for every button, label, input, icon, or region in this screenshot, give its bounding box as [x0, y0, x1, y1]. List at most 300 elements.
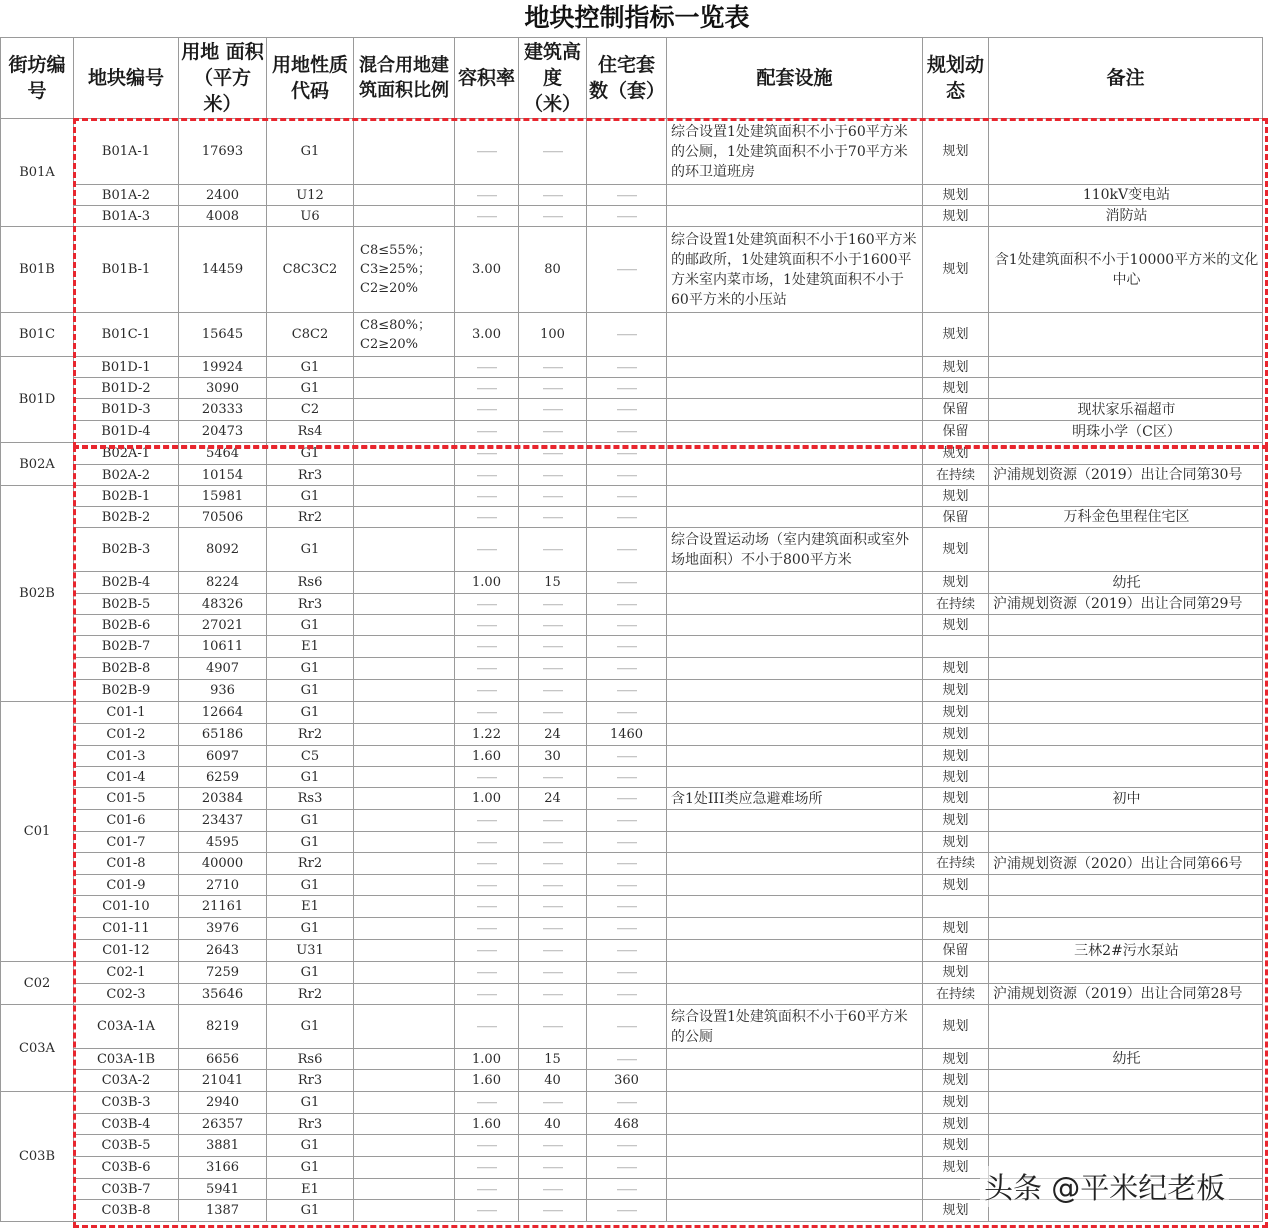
planning-status: 规划: [923, 746, 989, 767]
land-use-code: G1: [267, 767, 354, 788]
planning-status: 规划: [923, 185, 989, 206]
table-row: [1, 119, 1263, 185]
building-height: ——: [519, 443, 587, 465]
remarks: [989, 615, 1263, 636]
supporting-facilities: [667, 1135, 923, 1157]
supporting-facilities: [667, 615, 923, 636]
land-area: 40000: [179, 853, 267, 875]
housing-units: ——: [587, 399, 667, 421]
floor-area-ratio: ——: [455, 1092, 519, 1114]
plot-id: B02B-3: [74, 528, 179, 572]
remarks: [989, 918, 1263, 940]
plot-id: B02B-5: [74, 594, 179, 615]
floor-area-ratio: ——: [455, 486, 519, 507]
building-height: ——: [519, 810, 587, 832]
building-height: ——: [519, 421, 587, 443]
land-use-code: U12: [267, 185, 354, 206]
mixed-ratio: [354, 1005, 455, 1049]
plot-id: C01-9: [74, 875, 179, 896]
table-body: [1, 119, 1263, 1222]
mixed-ratio: [354, 399, 455, 421]
land-area: 15645: [179, 313, 267, 357]
building-height: ——: [519, 399, 587, 421]
building-height: ——: [519, 465, 587, 486]
land-area: 26357: [179, 1114, 267, 1135]
housing-units: ——: [587, 918, 667, 940]
land-area: 6097: [179, 746, 267, 767]
street-block-id: B02A: [1, 443, 74, 486]
land-area: 35646: [179, 984, 267, 1005]
planning-status: 规划: [923, 357, 989, 378]
planning-status: 规划: [923, 486, 989, 507]
housing-units: ——: [587, 227, 667, 313]
plot-id: B02B-6: [74, 615, 179, 636]
table-row: [1, 615, 1263, 636]
remarks: [989, 1135, 1263, 1157]
building-height: ——: [519, 594, 587, 615]
plot-id: C03A-2: [74, 1070, 179, 1092]
building-height: ——: [519, 1179, 587, 1200]
floor-area-ratio: 1.60: [455, 1070, 519, 1092]
land-area: 4907: [179, 658, 267, 680]
planning-status: 规划: [923, 206, 989, 227]
land-area: 20384: [179, 788, 267, 810]
floor-area-ratio: ——: [455, 962, 519, 984]
housing-units: ——: [587, 185, 667, 206]
floor-area-ratio: ——: [455, 636, 519, 658]
table-row: [1, 767, 1263, 788]
land-area: 2710: [179, 875, 267, 896]
plot-id: C01-4: [74, 767, 179, 788]
land-use-code: Rr3: [267, 594, 354, 615]
supporting-facilities: [667, 853, 923, 875]
header-row: [1, 38, 1263, 119]
land-area: 5464: [179, 443, 267, 465]
plot-id: B01C-1: [74, 313, 179, 357]
land-use-code: G1: [267, 1135, 354, 1157]
building-height: ——: [519, 875, 587, 896]
table-row: [1, 572, 1263, 594]
remarks: 明珠小学（C区）: [989, 421, 1263, 443]
building-height: ——: [519, 1005, 587, 1049]
floor-area-ratio: ——: [455, 378, 519, 399]
supporting-facilities: [667, 918, 923, 940]
floor-area-ratio: ——: [455, 421, 519, 443]
planning-status: 规划: [923, 680, 989, 702]
remarks: [989, 1005, 1263, 1049]
building-height: 80: [519, 227, 587, 313]
plot-id: B02B-2: [74, 507, 179, 528]
land-area: 936: [179, 680, 267, 702]
supporting-facilities: [667, 357, 923, 378]
supporting-facilities: [667, 465, 923, 486]
remarks: [989, 702, 1263, 724]
plot-id: C03B-3: [74, 1092, 179, 1114]
supporting-facilities: [667, 962, 923, 984]
remarks: 沪浦规划资源（2019）出让合同第29号: [989, 594, 1263, 615]
plot-id: B02B-9: [74, 680, 179, 702]
land-use-code: Rr3: [267, 1070, 354, 1092]
housing-units: ——: [587, 313, 667, 357]
building-height: ——: [519, 984, 587, 1005]
table-row: [1, 1114, 1263, 1135]
building-height: 24: [519, 788, 587, 810]
mixed-ratio: [354, 185, 455, 206]
mixed-ratio: [354, 658, 455, 680]
table-title: 地块控制指标一览表: [524, 3, 750, 32]
mixed-ratio: [354, 1200, 455, 1222]
land-area: 8224: [179, 572, 267, 594]
planning-status: 规划: [923, 443, 989, 465]
supporting-facilities: [667, 724, 923, 746]
land-use-code: Rr2: [267, 507, 354, 528]
floor-area-ratio: ——: [455, 399, 519, 421]
land-area: 2940: [179, 1092, 267, 1114]
supporting-facilities: [667, 636, 923, 658]
housing-units: ——: [587, 962, 667, 984]
floor-area-ratio: 3.00: [455, 227, 519, 313]
table-row: [1, 378, 1263, 399]
building-height: ——: [519, 1200, 587, 1222]
planning-status: 在持续: [923, 594, 989, 615]
mixed-ratio: [354, 788, 455, 810]
supporting-facilities: [667, 421, 923, 443]
floor-area-ratio: ——: [455, 185, 519, 206]
housing-units: ——: [587, 875, 667, 896]
floor-area-ratio: ——: [455, 594, 519, 615]
land-use-code: Rr3: [267, 465, 354, 486]
building-height: 15: [519, 572, 587, 594]
land-area: 21041: [179, 1070, 267, 1092]
land-use-code: E1: [267, 896, 354, 918]
floor-area-ratio: ——: [455, 832, 519, 853]
land-area: 27021: [179, 615, 267, 636]
mixed-ratio: [354, 1114, 455, 1135]
planning-status: 规划: [923, 788, 989, 810]
land-use-code: G1: [267, 918, 354, 940]
plot-id: C01-2: [74, 724, 179, 746]
building-height: 24: [519, 724, 587, 746]
remarks: [989, 1114, 1263, 1135]
planning-status: 保留: [923, 399, 989, 421]
building-height: ——: [519, 528, 587, 572]
remarks: 110kV变电站: [989, 185, 1263, 206]
street-block-id: C01: [1, 702, 74, 962]
remarks: [989, 486, 1263, 507]
floor-area-ratio: ——: [455, 940, 519, 962]
plot-id: C01-5: [74, 788, 179, 810]
mixed-ratio: [354, 1070, 455, 1092]
floor-area-ratio: ——: [455, 680, 519, 702]
floor-area-ratio: ——: [455, 853, 519, 875]
table-row: [1, 421, 1263, 443]
remarks: [989, 528, 1263, 572]
land-use-code: Rr3: [267, 1114, 354, 1135]
floor-area-ratio: ——: [455, 658, 519, 680]
supporting-facilities: [667, 572, 923, 594]
land-use-code: G1: [267, 1005, 354, 1049]
floor-area-ratio: ——: [455, 1200, 519, 1222]
mixed-ratio: [354, 615, 455, 636]
supporting-facilities: [667, 984, 923, 1005]
mixed-ratio: [354, 528, 455, 572]
remarks: 三林2#污水泵站: [989, 940, 1263, 962]
land-area: 10154: [179, 465, 267, 486]
supporting-facilities: [667, 875, 923, 896]
table-row: [1, 875, 1263, 896]
land-area: 3881: [179, 1135, 267, 1157]
remarks: 沪浦规划资源（2019）出让合同第30号: [989, 465, 1263, 486]
remarks: [989, 810, 1263, 832]
housing-units: ——: [587, 1049, 667, 1070]
planning-status: 规划: [923, 572, 989, 594]
mixed-ratio: [354, 746, 455, 767]
supporting-facilities: [667, 185, 923, 206]
mixed-ratio: C8≤80%；C2≥20%: [354, 313, 455, 357]
land-use-code: G1: [267, 810, 354, 832]
header-mix: 混合用地建筑面积比例: [354, 38, 455, 119]
land-use-code: U31: [267, 940, 354, 962]
planning-status: 规划: [923, 1092, 989, 1114]
supporting-facilities: [667, 896, 923, 918]
remarks: 沪浦规划资源（2019）出让合同第28号: [989, 984, 1263, 1005]
plot-id: C01-8: [74, 853, 179, 875]
table-row: [1, 810, 1263, 832]
housing-units: ——: [587, 594, 667, 615]
supporting-facilities: 综合设置运动场（室内建筑面积或室外场地面积）不小于800平方米: [667, 528, 923, 572]
planning-status: [923, 1179, 989, 1200]
planning-status: 规划: [923, 1157, 989, 1179]
land-use-code: G1: [267, 1092, 354, 1114]
remarks: 幼托: [989, 572, 1263, 594]
street-block-id: B01B: [1, 227, 74, 313]
land-use-code: G1: [267, 680, 354, 702]
housing-units: ——: [587, 465, 667, 486]
housing-units: ——: [587, 507, 667, 528]
floor-area-ratio: ——: [455, 896, 519, 918]
land-area: 3976: [179, 918, 267, 940]
table-row: [1, 896, 1263, 918]
floor-area-ratio: ——: [455, 507, 519, 528]
remarks: 沪浦规划资源（2020）出让合同第66号: [989, 853, 1263, 875]
mixed-ratio: [354, 206, 455, 227]
housing-units: ——: [587, 1005, 667, 1049]
building-height: ——: [519, 832, 587, 853]
floor-area-ratio: ——: [455, 918, 519, 940]
mixed-ratio: [354, 465, 455, 486]
mixed-ratio: [354, 702, 455, 724]
planning-status: 保留: [923, 421, 989, 443]
building-height: ——: [519, 702, 587, 724]
land-area: 6656: [179, 1049, 267, 1070]
housing-units: 360: [587, 1070, 667, 1092]
plot-id: C01-3: [74, 746, 179, 767]
housing-units: 468: [587, 1114, 667, 1135]
plot-id: B01D-4: [74, 421, 179, 443]
table-row: [1, 832, 1263, 853]
supporting-facilities: [667, 486, 923, 507]
plot-id: C03B-5: [74, 1135, 179, 1157]
floor-area-ratio: ——: [455, 1005, 519, 1049]
plot-id: B01A-3: [74, 206, 179, 227]
land-area: 7259: [179, 962, 267, 984]
housing-units: ——: [587, 832, 667, 853]
plot-id: B01B-1: [74, 227, 179, 313]
land-use-code: G1: [267, 378, 354, 399]
planning-status: 规划: [923, 962, 989, 984]
table-row: [1, 918, 1263, 940]
land-use-code: Rs4: [267, 421, 354, 443]
land-area: 14459: [179, 227, 267, 313]
housing-units: ——: [587, 1179, 667, 1200]
remarks: [989, 896, 1263, 918]
planning-status: 规划: [923, 615, 989, 636]
planning-status: 规划: [923, 378, 989, 399]
land-use-code: G1: [267, 528, 354, 572]
supporting-facilities: [667, 1179, 923, 1200]
land-use-code: Rs3: [267, 788, 354, 810]
building-height: ——: [519, 185, 587, 206]
supporting-facilities: [667, 1049, 923, 1070]
housing-units: ——: [587, 1092, 667, 1114]
building-height: 15: [519, 1049, 587, 1070]
floor-area-ratio: ——: [455, 528, 519, 572]
housing-units: ——: [587, 810, 667, 832]
land-area: 20473: [179, 421, 267, 443]
supporting-facilities: [667, 702, 923, 724]
floor-area-ratio: ——: [455, 1157, 519, 1179]
plot-id: C02-3: [74, 984, 179, 1005]
plot-id: B01D-1: [74, 357, 179, 378]
floor-area-ratio: 1.00: [455, 788, 519, 810]
table-row: [1, 1005, 1263, 1049]
land-use-code: Rr2: [267, 724, 354, 746]
floor-area-ratio: ——: [455, 810, 519, 832]
building-height: 30: [519, 746, 587, 767]
remarks: [989, 443, 1263, 465]
land-area: 65186: [179, 724, 267, 746]
supporting-facilities: [667, 443, 923, 465]
plot-id: B01A-1: [74, 119, 179, 185]
remarks: [989, 1070, 1263, 1092]
floor-area-ratio: ——: [455, 875, 519, 896]
plot-id: B01D-2: [74, 378, 179, 399]
table-row: [1, 594, 1263, 615]
plot-id: C02-1: [74, 962, 179, 984]
table-row: [1, 465, 1263, 486]
planning-status: 规划: [923, 810, 989, 832]
supporting-facilities: 综合设置1处建筑面积不小于60平方米的公厕，1处建筑面积不小于70平方米的环卫道班房: [667, 119, 923, 185]
floor-area-ratio: 1.22: [455, 724, 519, 746]
housing-units: ——: [587, 896, 667, 918]
land-use-code: G1: [267, 962, 354, 984]
mixed-ratio: [354, 507, 455, 528]
housing-units: ——: [587, 1135, 667, 1157]
land-area: 10611: [179, 636, 267, 658]
mixed-ratio: [354, 1049, 455, 1070]
supporting-facilities: 综合设置1处建筑面积不小于60平方米的公厕: [667, 1005, 923, 1049]
mixed-ratio: C8≤55%；C3≥25%；C2≥20%: [354, 227, 455, 313]
land-use-code: G1: [267, 658, 354, 680]
land-area: 3166: [179, 1157, 267, 1179]
supporting-facilities: [667, 832, 923, 853]
mixed-ratio: [354, 896, 455, 918]
table-row: [1, 313, 1263, 357]
table-row: [1, 1135, 1263, 1157]
mixed-ratio: [354, 724, 455, 746]
land-area: 2643: [179, 940, 267, 962]
plot-id: C01-11: [74, 918, 179, 940]
remarks: 现状家乐福超市: [989, 399, 1263, 421]
housing-units: ——: [587, 206, 667, 227]
building-height: ——: [519, 940, 587, 962]
plot-id: C03B-6: [74, 1157, 179, 1179]
supporting-facilities: [667, 399, 923, 421]
building-height: ——: [519, 680, 587, 702]
land-use-code: Rr2: [267, 984, 354, 1005]
table-row: [1, 724, 1263, 746]
plot-id: B01A-2: [74, 185, 179, 206]
remarks: [989, 680, 1263, 702]
supporting-facilities: [667, 680, 923, 702]
land-use-code: C5: [267, 746, 354, 767]
supporting-facilities: 综合设置1处建筑面积不小于160平方米的邮政所，1处建筑面积不小于1600平方米室内菜市场，1处建筑面积不小于60平方米的小压站: [667, 227, 923, 313]
land-use-code: E1: [267, 1179, 354, 1200]
housing-units: ——: [587, 788, 667, 810]
housing-units: ——: [587, 572, 667, 594]
planning-status: 规划: [923, 724, 989, 746]
plot-id: B02A-1: [74, 443, 179, 465]
remarks: [989, 746, 1263, 767]
mixed-ratio: [354, 962, 455, 984]
land-use-code: E1: [267, 636, 354, 658]
remarks: 消防站: [989, 206, 1263, 227]
table-row: [1, 636, 1263, 658]
remarks: [989, 767, 1263, 788]
housing-units: [587, 119, 667, 185]
land-area: 8219: [179, 1005, 267, 1049]
housing-units: ——: [587, 1157, 667, 1179]
mixed-ratio: [354, 853, 455, 875]
floor-area-ratio: ——: [455, 465, 519, 486]
planning-status: 规划: [923, 918, 989, 940]
remarks: [989, 724, 1263, 746]
mixed-ratio: [354, 810, 455, 832]
land-area: 2400: [179, 185, 267, 206]
housing-units: ——: [587, 636, 667, 658]
remarks: [989, 832, 1263, 853]
building-height: ——: [519, 1135, 587, 1157]
land-use-code: Rr2: [267, 853, 354, 875]
supporting-facilities: [667, 507, 923, 528]
header-remarks: 备注: [989, 38, 1263, 119]
land-area: 1387: [179, 1200, 267, 1222]
header-far: 容积率: [455, 38, 519, 119]
floor-area-ratio: ——: [455, 357, 519, 378]
table-row: [1, 507, 1263, 528]
housing-units: ——: [587, 940, 667, 962]
land-use-code: G1: [267, 875, 354, 896]
header-status: 规划动态: [923, 38, 989, 119]
land-use-code: G1: [267, 1200, 354, 1222]
plot-id: B02B-8: [74, 658, 179, 680]
planning-status: 规划: [923, 767, 989, 788]
floor-area-ratio: 1.00: [455, 572, 519, 594]
plot-id: C01-12: [74, 940, 179, 962]
watermark: 头条 @平米纪老板: [980, 1166, 1229, 1207]
table-row: [1, 1070, 1263, 1092]
supporting-facilities: [667, 1157, 923, 1179]
